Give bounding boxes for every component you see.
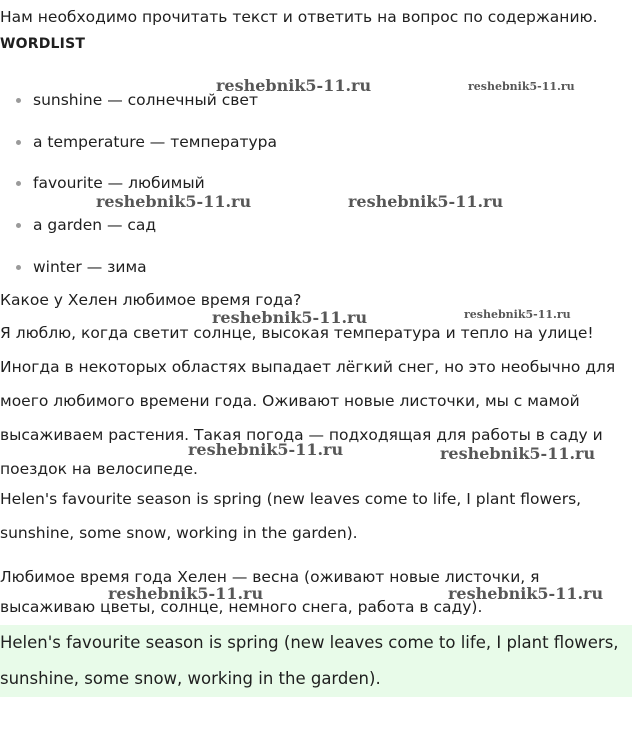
watermark: reshebnik5-11.ru	[468, 80, 575, 93]
list-item: favourite — любимый	[0, 163, 277, 205]
question-text: Какое у Хелен любимое время года?	[0, 291, 302, 309]
list-item: winter — зима	[0, 247, 277, 289]
wordlist	[0, 80, 277, 288]
watermark: reshebnik5-11.ru	[108, 584, 264, 603]
intro-text: Нам необходимо прочитать текст и ответить на вопрос по содержанию.	[0, 8, 598, 26]
wordlist-title: WORDLIST	[0, 36, 86, 52]
list-item: a garden — сад	[0, 205, 277, 247]
watermark: reshebnik5-11.ru	[212, 308, 368, 327]
watermark: reshebnik5-11.ru	[448, 584, 604, 603]
final-answer-line-1: Helen's favourite season is spring (new leaves come to life, I plant flowers,	[0, 633, 619, 652]
final-answer-line-2: sunshine, some snow, working in the garden).	[0, 669, 381, 688]
list-item: a temperature — температура	[0, 122, 277, 164]
watermark: reshebnik5-11.ru	[440, 444, 596, 463]
watermark: reshebnik5-11.ru	[464, 308, 571, 321]
watermark: reshebnik5-11.ru	[96, 192, 252, 211]
answer-russian: Любимое время года Хелен — весна (оживают новые листочки, я высаживаю цветы, солнце, немного снега, работа в саду).	[0, 568, 540, 616]
watermark: reshebnik5-11.ru	[188, 440, 344, 459]
story-text: Я люблю, когда светит солнце, высокая температура и тепло на улице! Иногда в некоторых областях выпадает лёгкий снег, но это необычно для моего любимого времени года. Оживают новые листочки, мы с мамой высаживаем растения. Такая погода — подходящая для работы в саду и поездок на велосипеде.	[0, 324, 616, 478]
watermark: reshebnik5-11.ru	[216, 76, 372, 95]
watermark: reshebnik5-11.ru	[348, 192, 504, 211]
final-answer-box	[0, 625, 632, 697]
list-item: sunshine — солнечный свет	[0, 80, 277, 122]
answer-english: Helen's favourite season is spring (new leaves come to life, I plant flowers, sunshine, some snow, working in the garden).	[0, 490, 582, 542]
